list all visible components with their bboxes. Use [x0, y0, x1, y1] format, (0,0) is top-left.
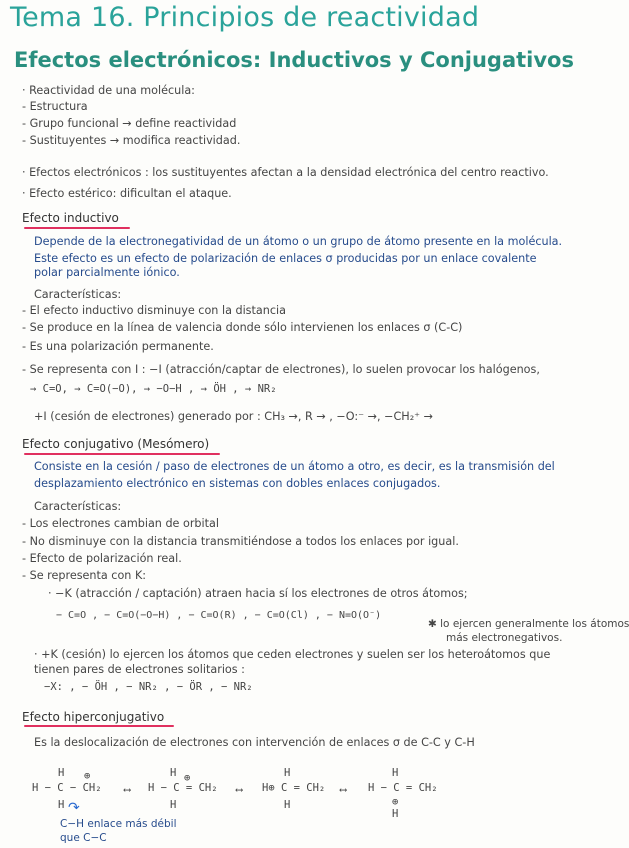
char-line: - El efecto inductivo disminuye con la distancia: [22, 304, 286, 317]
heading-underline: [24, 453, 220, 455]
hyper-note: que C−C: [60, 832, 107, 844]
plus-k-line: · +K (cesión) lo ejercen los átomos que ceden electrones y suelen ser los heteroátomos que: [34, 648, 551, 661]
resonance-arrow: ⟷: [236, 784, 243, 796]
inductive-desc: polar parcialmente iónico.: [34, 266, 180, 279]
inductive-desc: Este efecto es un efecto de polarización de enlaces σ producidas por un enlace covalente: [34, 252, 537, 265]
plus-k-line: tienen pares de electrones solitarios :: [34, 663, 245, 676]
char-line: - Los electrones cambian de orbital: [22, 517, 219, 530]
minus-k-groups: − C=O , − C=O(−O−H) , − C=O(R) , − C=O(Cl) , − N=O(O⁻): [56, 610, 382, 621]
plus-k-groups: −X: , − ÖH , − NR₂ , − ÖR , − NR₂: [44, 681, 253, 693]
minus-k-line: · −K (atracción / captación) atraen hacia sí los electrones de otros átomos;: [48, 587, 468, 600]
page-title: Tema 16. Principios de reactividad: [10, 2, 480, 33]
inductive-heading: Efecto inductivo: [22, 211, 119, 225]
minus-k-note: más electronegativos.: [446, 632, 563, 644]
resonance-arrow: ⟷: [340, 784, 347, 796]
resonance-arrow: ⟷: [124, 784, 131, 796]
structure-2: H − C = CH₂: [148, 782, 218, 794]
char-line: - No disminuye con la distancia transmitiéndose a todos los enlaces por igual.: [22, 535, 459, 548]
intro-line: - Grupo funcional → define reactividad: [22, 117, 237, 130]
char-line: - Se representa con K:: [22, 569, 147, 582]
plus-i-line: +I (cesión de electrones) generado por : CH₃ →, R → , −O:⁻ →, −CH₂⁺ →: [34, 410, 434, 423]
structure-3: H⊕ C = CH₂: [262, 782, 326, 794]
char-line: - Es una polarización permanente.: [22, 340, 214, 353]
hyper-note: C−H enlace más débil: [60, 818, 177, 830]
heading-underline: [24, 227, 130, 229]
structure-2-charge: ⊕: [184, 772, 191, 784]
conjugative-desc: Consiste en la cesión / paso de electrones de un átomo a otro, es decir, es la transmisión del: [34, 460, 555, 473]
structure-2-top: H: [170, 767, 177, 779]
structure-3-top: H: [284, 767, 291, 779]
minus-k-note: ✱ lo ejercen generalmente los átomos: [428, 618, 629, 630]
structure-3-bot: H: [284, 799, 291, 811]
structure-2-bot: H: [170, 799, 177, 811]
hyper-heading: Efecto hiperconjugativo: [22, 710, 165, 724]
minus-i-groups: → C=O, → C=O(−O), → −O−H , → ÖH , → NR₂: [30, 383, 277, 395]
intro-line: · Efecto estérico: dificultan el ataque.: [22, 187, 232, 200]
inductive-desc: Depende de la electronegatividad de un átomo o un grupo de átomo presente en la molécula.: [34, 235, 563, 248]
structure-4-bot: H: [392, 808, 399, 820]
char-heading: Características:: [34, 288, 122, 301]
char-heading: Características:: [34, 500, 122, 513]
structure-1: H − C − CH₂: [32, 782, 102, 794]
heading-underline: [24, 725, 174, 727]
structure-4-charge: ⊕: [392, 796, 399, 808]
conjugative-desc: desplazamiento electrónico en sistemas con dobles enlaces conjugados.: [34, 477, 441, 490]
char-line: - Se representa con I : −I (atracción/captar de electrones), lo suelen provocar los halógenos,: [22, 363, 540, 376]
hyper-desc: Es la deslocalización de electrones con intervención de enlaces σ de C-C y C-H: [34, 736, 475, 749]
structure-1-bot: H: [58, 799, 65, 811]
page-subtitle: Efectos electrónicos: Inductivos y Conjugativos: [14, 48, 574, 72]
char-line: - Efecto de polarización real.: [22, 552, 182, 565]
structure-4-top: H: [392, 767, 399, 779]
intro-line: - Estructura: [22, 100, 88, 113]
structure-4: H − C = CH₂: [368, 782, 438, 794]
intro-line: · Efectos electrónicos : los sustituyentes afectan a la densidad electrónica del centro reactivo.: [22, 166, 549, 179]
conjugative-heading: Efecto conjugativo (Mesómero): [22, 437, 210, 451]
structure-1-charge: ⊕: [84, 770, 91, 782]
intro-line: - Sustituyentes → modifica reactividad.: [22, 134, 241, 147]
curved-arrow-icon: ↷: [68, 800, 80, 816]
structure-1-top: H: [58, 767, 65, 779]
char-line: - Se produce en la línea de valencia donde sólo intervienen los enlaces σ (C-C): [22, 321, 463, 334]
intro-line: · Reactividad de una molécula:: [22, 84, 195, 97]
